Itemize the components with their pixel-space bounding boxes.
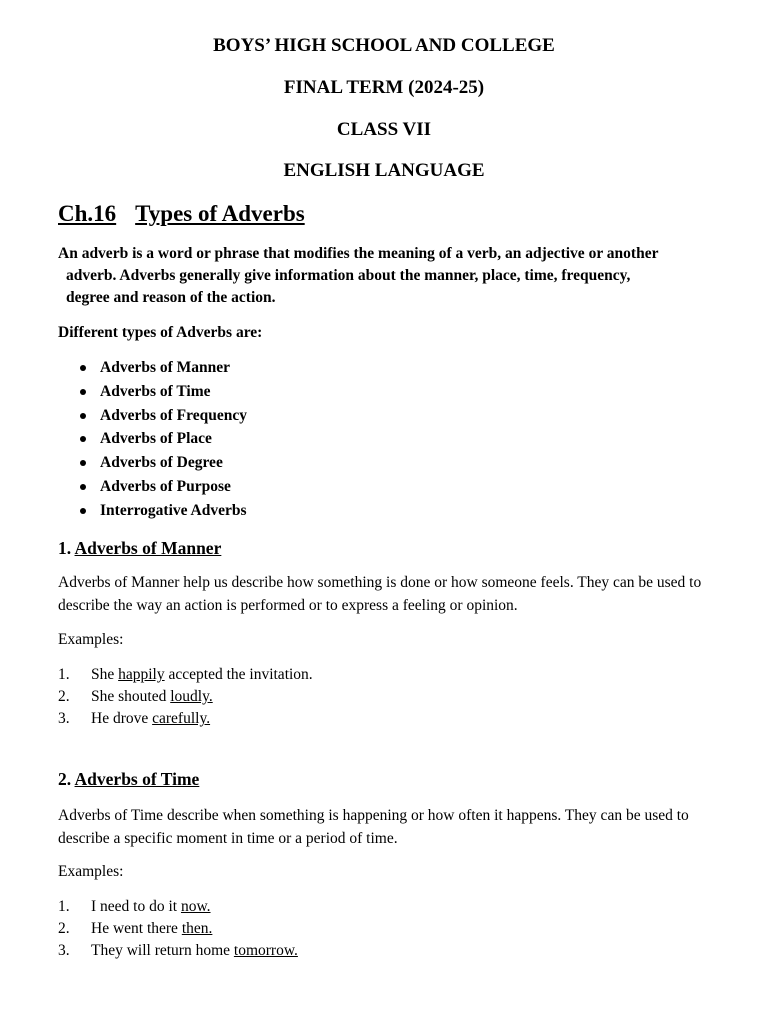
list-item [58,380,247,404]
example-text: accepted the invitation. [164,666,313,683]
section-title: Adverbs of Manner [74,538,222,558]
section-description: Adverbs of Manner help us describe how something is done or how someone feels. They can be used to describe the way an action is performed or to express a feeling or opinion. [58,574,702,614]
section-number: 2. [58,769,72,789]
definition-line: An adverb is a word or phrase that modifies the meaning of a verb, an adjective or another [58,245,659,262]
example-number: 3. [58,942,70,959]
bullet-icon [80,365,86,371]
examples-list [58,896,298,962]
section-heading-manner [58,536,221,560]
example-number: 2. [58,920,70,937]
example-item [58,940,298,962]
example-text: He went there [91,920,182,937]
bullet-icon [80,413,86,419]
definition-line: degree and reason of the action. [66,289,276,306]
example-item [58,708,313,730]
bullet-icon [80,460,86,466]
list-item-label: Adverbs of Frequency [100,406,247,424]
example-item [58,686,313,708]
example-text: I need to do it [91,898,181,915]
example-text: She [91,666,119,683]
section-number: 1. [58,538,72,558]
school-name: BOYS’ HIGH SCHOOL AND COLLEGE [213,35,555,56]
chapter-heading [58,200,305,228]
example-adverb: carefully. [152,710,211,727]
example-adverb: loudly. [170,688,213,705]
example-item [58,896,298,918]
example-adverb: then. [181,920,213,937]
chapter-title: Types of Adverbs [135,201,305,226]
definition-line: adverb. Adverbs generally give information about the manner, place, time, frequency, [66,267,631,284]
bullet-icon [80,508,86,514]
bullet-icon [80,436,86,442]
class-name: CLASS VII [336,119,432,140]
adverb-definition [58,243,718,309]
bullet-icon [80,389,86,395]
example-number: 1. [58,666,70,683]
example-text: He drove [91,710,153,727]
example-item [58,664,313,686]
list-item [58,356,247,380]
example-number: 3. [58,710,70,727]
list-item [58,404,247,428]
examples-label: Examples: [58,863,124,880]
list-item-label: Adverbs of Manner [100,359,231,376]
example-adverb: happily [118,666,165,683]
subject-name: ENGLISH LANGUAGE [283,160,485,181]
example-adverb: now. [180,898,211,915]
example-number: 1. [58,898,70,915]
types-heading: Different types of Adverbs are: [58,324,263,341]
examples-label: Examples: [58,631,124,648]
example-item [58,918,298,940]
example-text: They will return home [91,942,234,959]
section-heading-time [58,767,199,791]
list-item-label: Adverbs of Purpose [100,477,231,495]
list-item [58,451,247,475]
example-text: She shouted [91,688,171,705]
list-item-label: Adverbs of Degree [100,454,223,472]
examples-list [58,664,313,730]
list-item-label: Interrogative Adverbs [100,501,247,519]
bullet-icon [80,484,86,490]
exam-term: FINAL TERM (2024-25) [283,77,485,98]
example-number: 2. [58,688,70,705]
list-item [58,427,247,451]
section-description: Adverbs of Time describe when something is happening or how often it happens. They can be used to describe a specific moment in time or a period of time. [58,807,689,847]
list-item-label: Adverbs of Place [100,430,212,448]
list-item [58,499,247,523]
example-adverb: tomorrow. [233,942,298,959]
list-item [58,475,247,499]
list-item-label: Adverbs of Time [100,382,211,400]
adverb-types-list [58,356,247,523]
chapter-number: Ch.16 [58,201,117,226]
section-title: Adverbs of Time [74,769,200,789]
